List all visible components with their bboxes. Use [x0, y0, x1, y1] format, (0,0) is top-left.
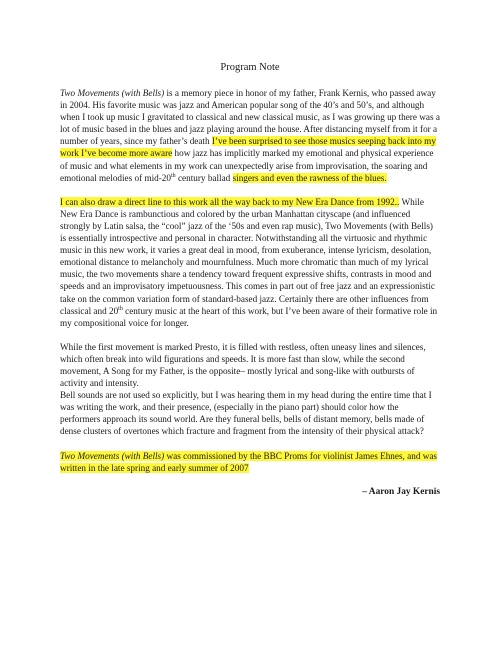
p2-text-b: century music at the heart of this work, but I’ve been aware of their formative role in my compositional voice for longer.	[60, 305, 438, 328]
highlight-4	[60, 451, 437, 473]
p5-text-a: was commissioned by the BBC Proms for violinist James Ehnes, and was written in the late spring and early summer of 2007	[60, 450, 438, 473]
p1-text-a: is a memory piece in honor of my father, Frank Kernis, who passed away in 2004. His favorite music was jazz and American popular song of the 40’s and 50’s, and although when I took up music I gravitated to classical and new classical music, as I was growing up there was a lot of music based in the blues and jazz playing around the house. After distancing myself from it for a number of years, since my father’s death	[60, 88, 440, 147]
p2-text-a: While New Era Dance is rambunctious and colored by the urban Manhattan cityscape (and influenced strongly by Latin salsa, the “cool” jazz of the ‘50s and even rap music), Two Movements (with Bells) is essentially introspective and personal in character. Notwithstanding all the virtuosic and rhythmic music in this new work, it varies a great deal in mood, from exuberance, intense lyricism, desolation, emotional distance to melancholy and mournfulness. Much more chromatic than much of my lyrical music, the two movements share a tendency toward frequent expressive shifts, contrasts in mood and speeds and an improvisatory impetuousness. This comes in part out of free jazz and an expressionistic take on the common variation form of standard-based jazz. Certainly there are other influences from classical and 20	[60, 196, 435, 316]
highlight-3: I can also draw a direct line to this work all the way back to my New Era Dance from 1992..	[60, 196, 400, 207]
paragraph-4: Bell sounds are not used so explicitly, but I was hearing them in my head during the entire time that I was writing the work, and their presence, (especially in the piano part) should color how the performers approach its sound world. Are they funeral bells, bells of distant memory, bells made of dense clusters of overtones which fracture and fragment from the intensity of their physical attack?	[60, 390, 432, 437]
p1-text-c: century ballad	[175, 172, 233, 183]
paragraph-1	[60, 87, 440, 184]
paragraph-3: While the first movement is marked Presto, it is filled with restless, often uneasy lines and silences, which often break into wild figurations and speeds. It is more fast than slow, while the second movement, A Song for my Father, is the opposite– mostly lyrical and song-like with outbursts of activity and intensity.	[60, 341, 426, 389]
p1-text-b: how jazz has implicitly marked my emotional and physical experience of music and what elements in my work can unexpectedly arise from improvisation, the soaring and emotional melodies of mid-20	[60, 148, 434, 183]
page-title: Program Note	[220, 62, 280, 73]
ordinal-suffix: th	[171, 172, 176, 179]
highlight-1: I’ve been surprised to see those musics seeping back into my work I’ve become more aware	[60, 136, 436, 159]
paragraph-5	[60, 450, 440, 474]
paragraph-2	[60, 196, 440, 329]
highlight-2: singers and even the rawness of the blues.	[232, 172, 387, 183]
ordinal-suffix: th	[118, 305, 123, 312]
work-title: Two Movements (with Bells)	[60, 450, 165, 461]
signature: – Aaron Jay Kernis	[362, 486, 440, 497]
work-title: Two Movements (with Bells)	[60, 88, 165, 98]
